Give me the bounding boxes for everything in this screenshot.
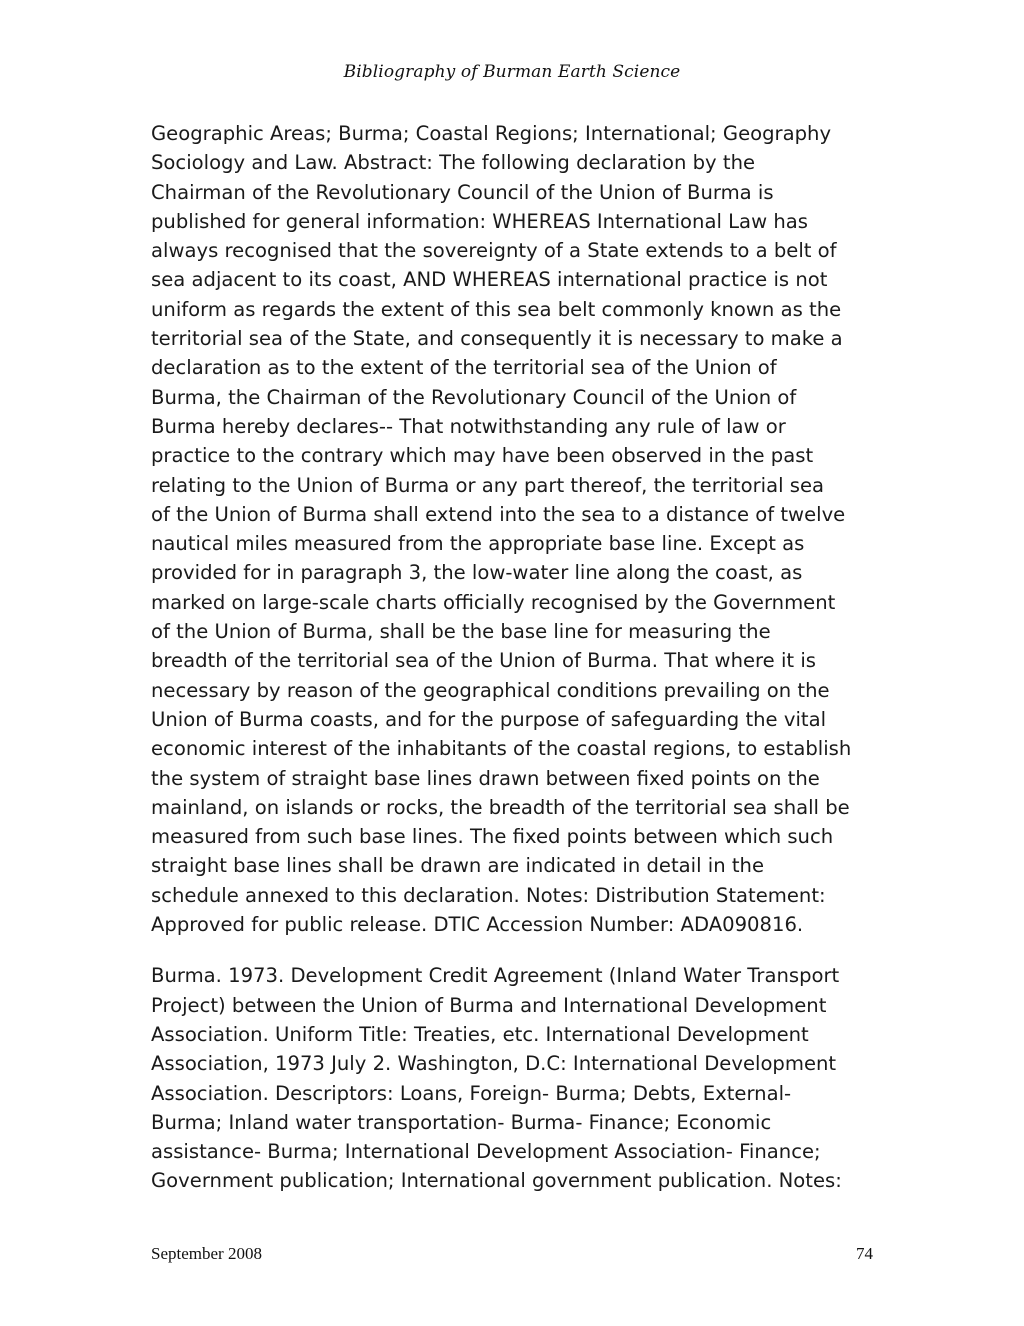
entry-line: published for general information: WHEREAS International Law has — [151, 209, 808, 233]
bibliography-entry — [151, 961, 881, 1195]
entry-line: practice to the contrary which may have been observed in the past — [151, 444, 814, 468]
entry-line: marked on large-scale charts officially recognised by the Government — [151, 590, 836, 614]
entry-line: nautical miles measured from the appropriate base line. Except as — [151, 532, 805, 556]
entry-line: relating to the Union of Burma or any part thereof, the territorial sea — [151, 473, 825, 497]
entry-line: economic interest of the inhabitants of the coastal regions, to establish — [151, 737, 852, 761]
entry-line: Geographic Areas; Burma; Coastal Regions; International; Geography — [151, 122, 832, 145]
entry-line: uniform as regards the extent of this sea belt commonly known as the — [151, 297, 842, 321]
entry-line: Association, 1973 July 2. Washington, D.C: International Development — [151, 1052, 837, 1076]
entry-line: straight base lines shall be drawn are indicated in detail in the — [151, 854, 765, 878]
entry-line: Union of Burma coasts, and for the purpose of safeguarding the vital — [151, 707, 827, 731]
entry-line: Burma. 1973. Development Credit Agreement (Inland Water Transport — [151, 964, 840, 988]
entry-line: breadth of the territorial sea of the Union of Burma. That where it is — [151, 649, 816, 673]
entry-line: territorial sea of the State, and consequently it is necessary to make a — [151, 327, 843, 351]
entry-line: sea adjacent to its coast, AND WHEREAS international practice is not — [151, 268, 828, 292]
entry-line: of the Union of Burma, shall be the base line for measuring the — [151, 620, 771, 644]
entry-line: mainland, on islands or rocks, the breadth of the territorial sea shall be — [151, 795, 850, 819]
entry-line: the system of straight base lines drawn between fixed points on the — [151, 766, 820, 790]
entry-line: schedule annexed to this declaration. Notes: Distribution Statement: — [151, 883, 826, 907]
entry-line: Burma; Inland water transportation- Burma- Finance; Economic — [151, 1110, 772, 1134]
entry-line: provided for in paragraph 3, the low-water line along the coast, as — [151, 561, 803, 585]
entry-line: Burma hereby declares-- That notwithstanding any rule of law or — [151, 414, 786, 438]
entry-line: measured from such base lines. The fixed points between which such — [151, 825, 834, 849]
entry-line: declaration as to the extent of the territorial sea of the Union of — [151, 356, 777, 380]
page-body — [151, 119, 881, 1196]
running-header: Bibliography of Burman Earth Science — [343, 62, 681, 82]
entry-line: Government publication; International government publication. Notes: — [151, 1169, 842, 1193]
entry-line: always recognised that the sovereignty of a State extends to a belt of — [151, 239, 837, 263]
page-number: 74 — [856, 1244, 873, 1263]
entry-line: Approved for public release. DTIC Accession Number: ADA090816. — [151, 913, 804, 937]
entry-line: Chairman of the Revolutionary Council of the Union of Burma is — [151, 180, 774, 204]
bibliography-entry — [151, 119, 881, 939]
footer-date: September 2008 — [151, 1244, 262, 1263]
entry-line: Burma, the Chairman of the Revolutionary Council of the Union of — [151, 385, 797, 409]
entry-line: necessary by reason of the geographical conditions prevailing on the — [151, 678, 830, 702]
entry-line: assistance- Burma; International Development Association- Finance; — [151, 1140, 821, 1164]
entry-line: Association. Descriptors: Loans, Foreign- Burma; Debts, External- — [151, 1081, 792, 1105]
entry-line: Association. Uniform Title: Treaties, etc. International Development — [151, 1022, 809, 1046]
paragraph-gap — [151, 939, 881, 961]
entry-line: of the Union of Burma shall extend into the sea to a distance of twelve — [151, 502, 846, 526]
entry-line: Sociology and Law. Abstract: The following declaration by the — [151, 151, 756, 175]
entry-line: Project) between the Union of Burma and International Development — [151, 993, 827, 1017]
